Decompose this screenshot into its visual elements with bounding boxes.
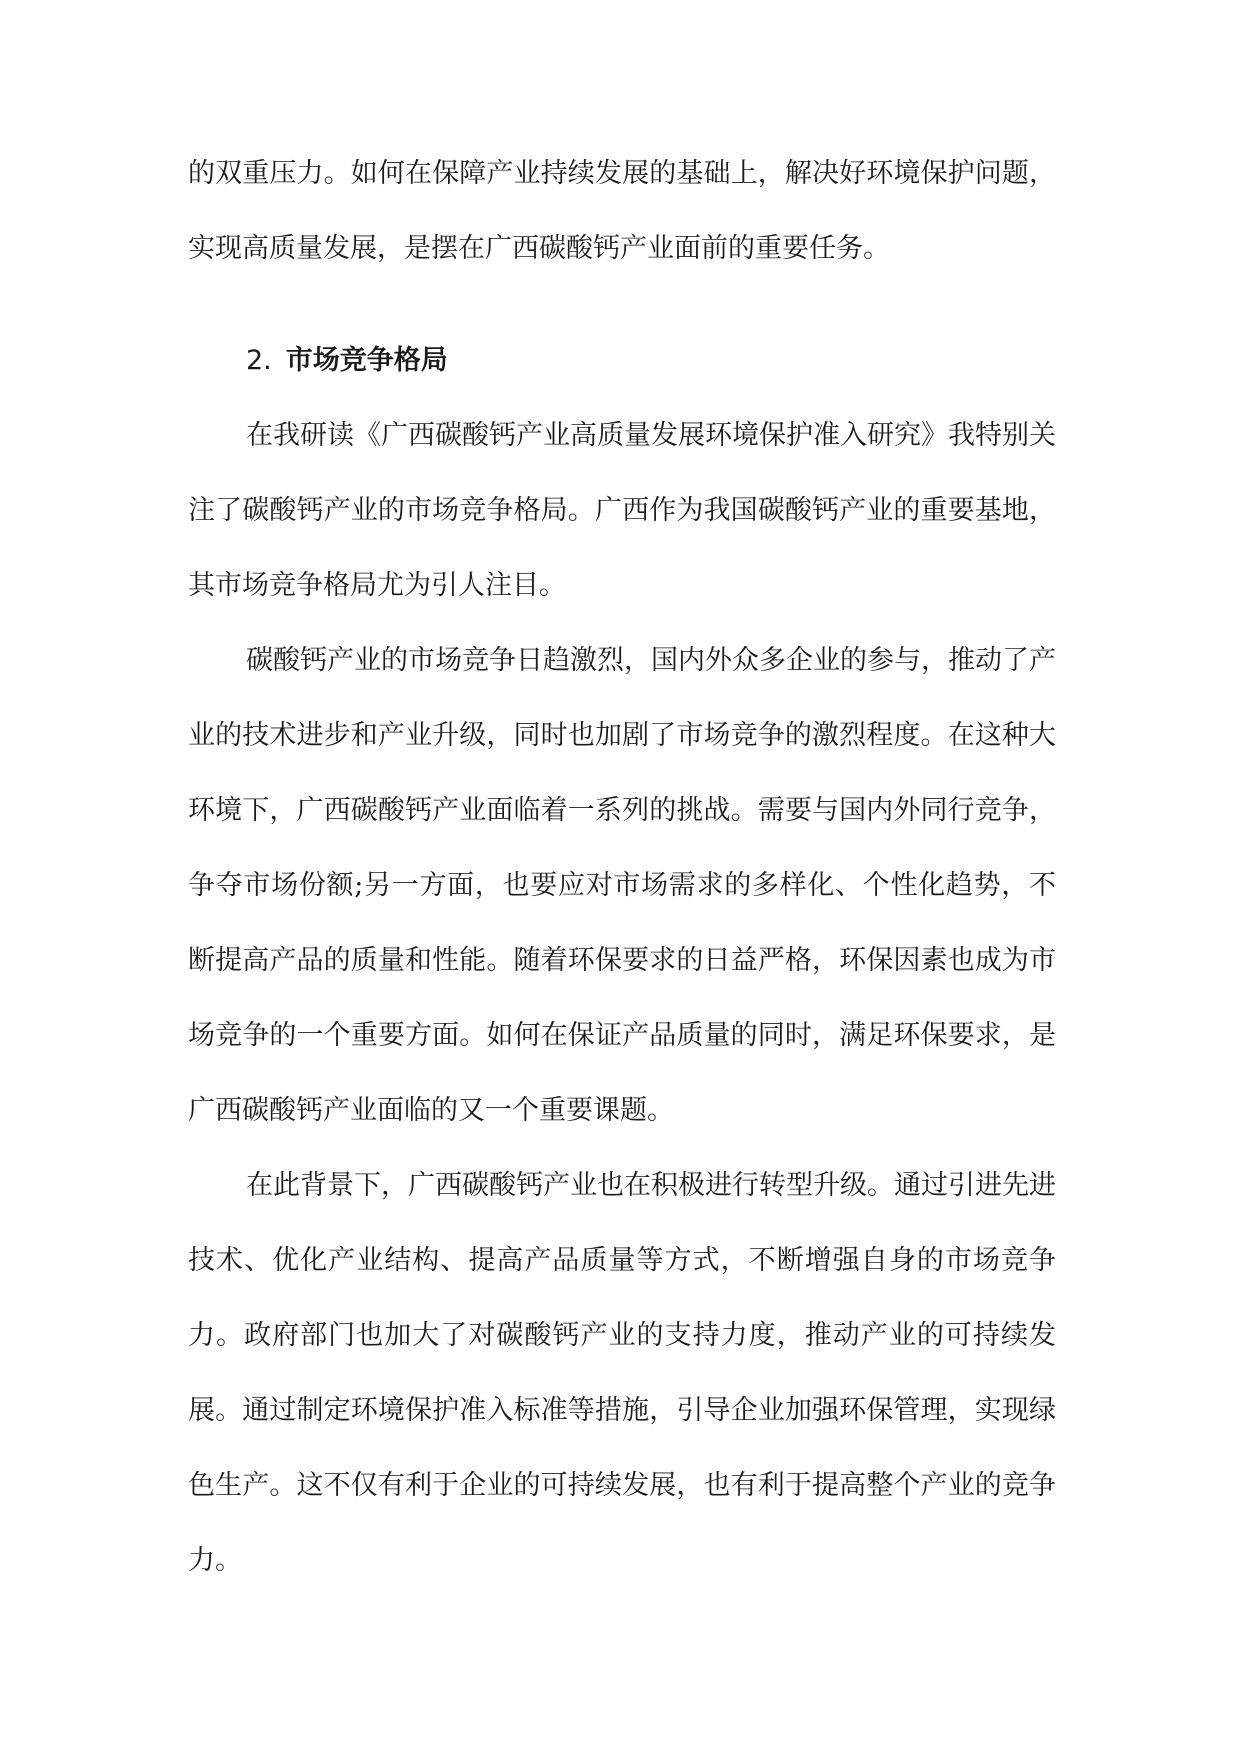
paragraph-competition: 碳酸钙产业的市场竞争日趋激烈，国内外众多企业的参与，推动了产业的技术进步和产业升级，同时也加剧了市场竞争的激烈程度。在这种大环境下，广西碳酸钙产业面临着一系列的挑战。需要与国内外同行竞争，争夺市场份额;另一方面，也要应对市场需求的多样化、个性化趋势，不断提高产品的质量和性能。随着环保要求的日益严格，环保因素也成为市场竞争的一个重要方面。如何在保证产品质量的同时，满足环保要求，是广西碳酸钙产业面临的又一个重要课题。: [188, 645, 1056, 1126]
section-number: 2.: [246, 345, 272, 376]
section-heading: [188, 286, 1056, 398]
paragraph-transformation: 在此背景下，广西碳酸钙产业也在积极进行转型升级。通过引进先进技术、优化产业结构、提高产品质量等方式，不断增强自身的市场竞争力。政府部门也加大了对碳酸钙产业的支持力度，推动产业的可持续发展。通过制定环境保护准入标准等措施，引导企业加强环保管理，实现绿色生产。这不仅有利于企业的可持续发展，也有利于提高整个产业的竞争力。: [188, 1170, 1056, 1576]
paragraph-continuation: 的双重压力。如何在保障产业持续发展的基础上，解决好环境保护问题，实现高质量发展，是摆在广西碳酸钙产业面前的重要任务。: [188, 158, 1056, 264]
section-title: 市场竞争格局: [285, 345, 448, 376]
document-page: [188, 136, 1056, 1598]
paragraph-intro: 在我研读《广西碳酸钙产业高质量发展环境保护准入研究》我特别关注了碳酸钙产业的市场竞争格局。广西作为我国碳酸钙产业的重要基地，其市场竞争格局尤为引人注目。: [188, 420, 1056, 601]
